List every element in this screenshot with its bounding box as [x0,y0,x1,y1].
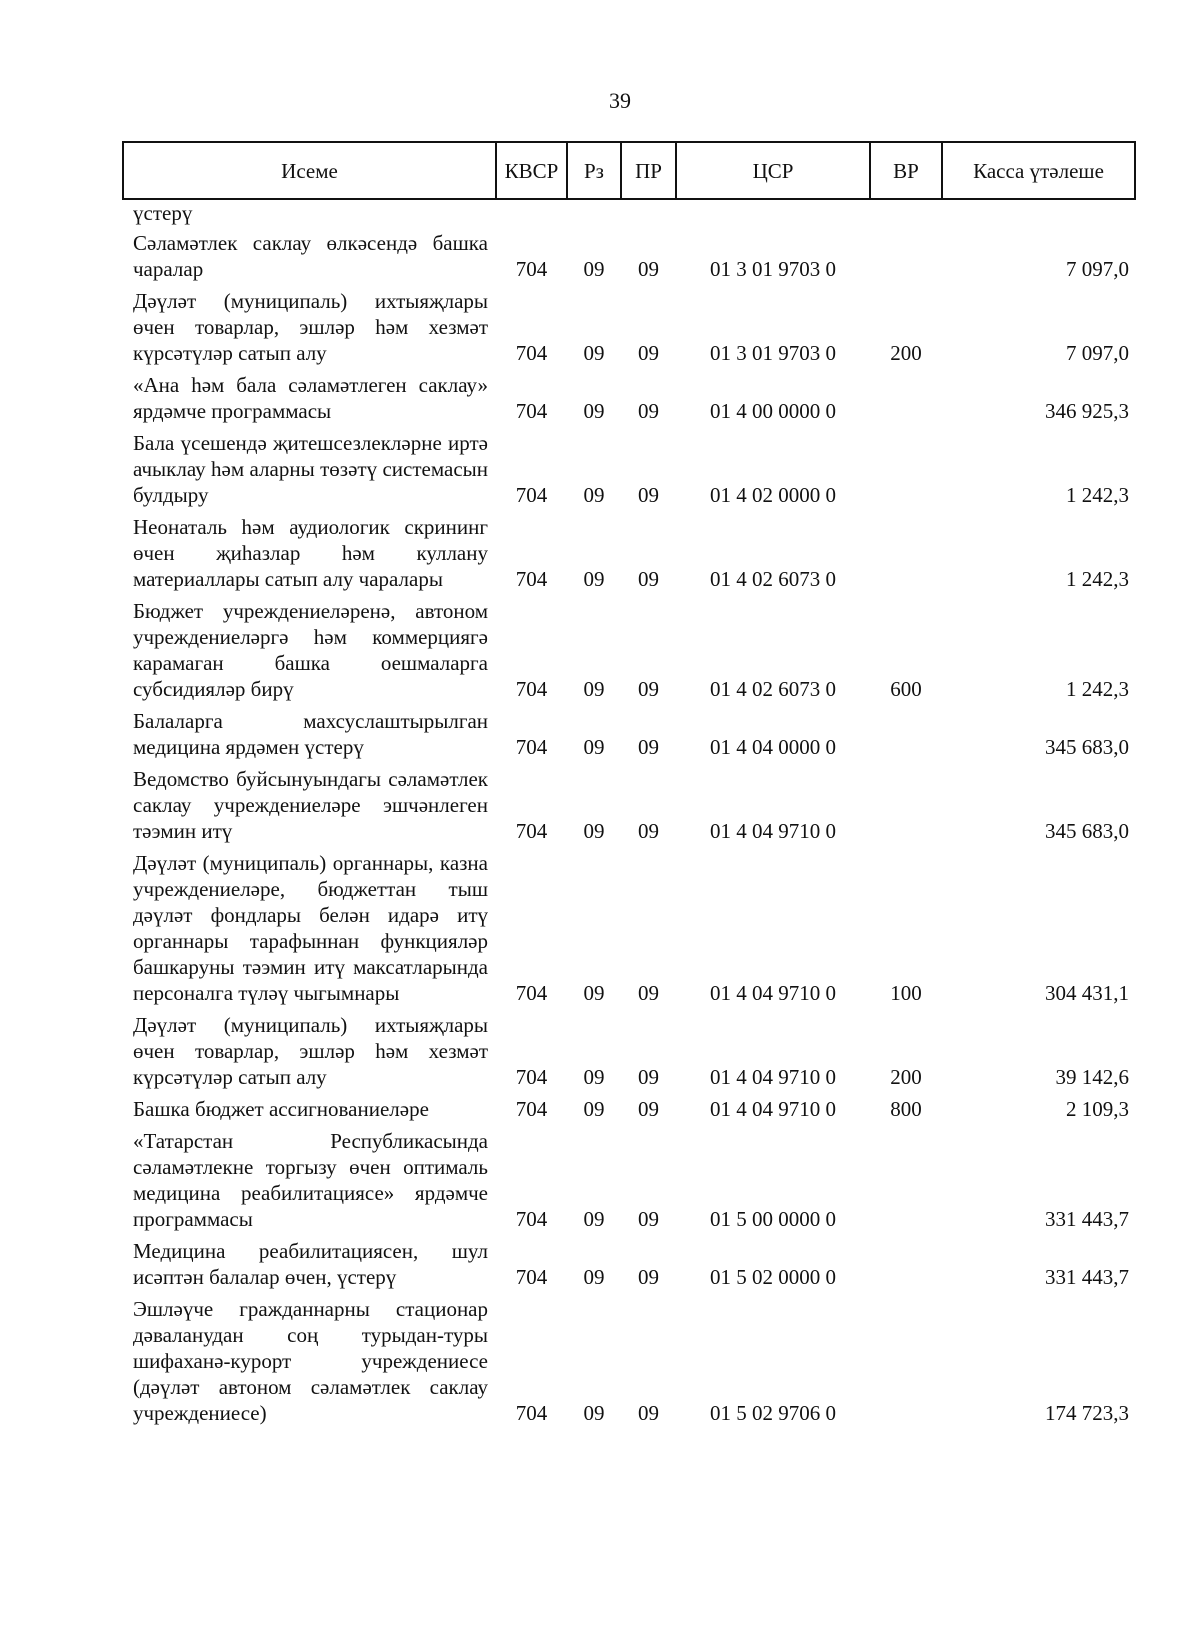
row-sum: 345 683,0 [1045,819,1129,843]
row-vr: 200 [890,341,922,365]
row-rz: 09 [583,1065,605,1089]
row-pr: 09 [638,1207,659,1231]
row-pr: 09 [638,677,659,701]
row-csr: 01 4 00 0000 0 [710,399,836,423]
row-kvsr: 704 [515,399,548,423]
row-sum: 174 723,3 [1045,1401,1129,1425]
header-pr: ПР [621,142,676,199]
row-csr: 01 5 02 0000 0 [710,1265,836,1289]
row-pr: 09 [638,483,659,507]
row-name: Неонаталь һәм аудиологик скрининг өчен җиһазлар һәм куллану материаллары сатып алу чаралары [133,515,488,591]
row-vr: 800 [890,1097,922,1121]
row-name: Башка бюджет ассигнованиеләре [133,1097,429,1121]
row-rz: 09 [583,981,605,1005]
row-kvsr: 704 [515,1207,548,1231]
row-name: «Ана һәм бала сәламәтлеген саклау» ярдәмче программасы [133,373,488,423]
row-rz: 09 [583,735,605,759]
row-kvsr: 704 [515,341,548,365]
row-vr [870,706,942,764]
row-kvsr: 704 [515,735,548,759]
row-csr: 01 4 02 0000 0 [710,483,836,507]
row-name: Медицина реабилитациясен, шул исәптән балалар өчен, үстерү [133,1239,488,1289]
header-name: Исеме [123,142,496,199]
row-csr: 01 4 04 0000 0 [710,735,836,759]
table-row [123,370,1135,428]
row-rz: 09 [583,257,605,281]
row-name: Сәламәтлек саклау өлкәсендә башка чаралар [133,231,488,281]
row-pr: 09 [638,1097,659,1121]
row-sum: 331 443,7 [1045,1207,1129,1231]
row-rz: 09 [583,567,605,591]
row-sum: 304 431,1 [1045,981,1129,1005]
row-rz: 09 [583,819,605,843]
row-vr: 200 [890,1065,922,1089]
table-header [123,142,1135,199]
header-sum: Касса үтәлеше [942,142,1135,199]
row-kvsr: 704 [515,483,548,507]
row-csr: 01 4 04 9710 0 [710,1065,836,1089]
table-row [123,1236,1135,1294]
row-rz: 09 [583,1097,605,1121]
row-vr [870,228,942,286]
row-sum: 345 683,0 [1045,735,1129,759]
row-kvsr: 704 [515,1265,548,1289]
table-row [123,512,1135,596]
row-vr: 600 [890,677,922,701]
continuation-row [123,199,1135,228]
row-rz: 09 [583,1401,605,1425]
row-pr: 09 [638,1265,659,1289]
table-row [123,706,1135,764]
row-sum: 1 242,3 [1066,677,1129,701]
row-csr: 01 4 04 9710 0 [710,819,836,843]
table-row [123,596,1135,706]
header-vr: ВР [870,142,942,199]
row-csr: 01 4 04 9710 0 [710,981,836,1005]
row-rz: 09 [583,399,605,423]
row-name: Дәүләт (муниципаль) ихтыяҗлары өчен товарлар, эшләр һәм хезмәт күрсәтүләр сатып алу [133,1013,488,1089]
row-pr: 09 [638,567,659,591]
row-vr [870,370,942,428]
row-kvsr: 704 [515,567,548,591]
row-csr: 01 4 04 9710 0 [710,1097,836,1121]
row-sum: 39 142,6 [1055,1065,1129,1089]
table-row [123,286,1135,370]
table-body [123,199,1135,1430]
row-csr: 01 4 02 6073 0 [710,677,836,701]
page-number: 39 [609,88,631,113]
header-csr: ЦСР [676,142,870,199]
row-csr: 01 5 00 0000 0 [710,1207,836,1231]
row-name: Эшләүче гражданнарны стационар дәваланудан соң турыдан-туры шифаханә-курорт учреждениесе (дәүләт автоном сәламәтлек саклау учреждениесе) [133,1297,488,1425]
row-csr: 01 3 01 9703 0 [710,257,836,281]
row-kvsr: 704 [515,819,548,843]
budget-table [122,141,1136,1430]
row-sum: 331 443,7 [1045,1265,1129,1289]
table-row [123,1294,1135,1430]
row-sum: 346 925,3 [1045,399,1129,423]
row-name: Дәүләт (муниципаль) органнары, казна учреждениеләре, бюджеттан тыш дәүләт фондлары белән идарә итү органнары тарафыннан функцияләр башкаруны тәэмин итү максатларында персоналга түләү чыгымнары [133,851,488,1005]
row-sum: 7 097,0 [1066,257,1129,281]
table-row [123,1010,1135,1094]
row-kvsr: 704 [515,1065,548,1089]
row-sum: 1 242,3 [1066,483,1129,507]
table-row [123,228,1135,286]
row-kvsr: 704 [515,677,548,701]
table-row [123,428,1135,512]
row-name: Ведомство буйсынуындагы сәламәтлек саклау учреждениеләре эшчәнлеген тәэмин итү [133,767,488,843]
table-row [123,1094,1135,1126]
table-row [123,764,1135,848]
row-name: Бюджет учреждениеләренә, автоном учреждениеләргә һәм коммерциягә карамаган башка оешмаларга субсидияләр бирү [133,599,488,701]
row-vr [870,1236,942,1294]
row-kvsr: 704 [515,1401,548,1425]
row-vr [870,1294,942,1430]
row-pr: 09 [638,981,659,1005]
table-row [123,1126,1135,1236]
row-pr: 09 [638,257,659,281]
row-name: Балаларга махсуслаштырылган медицина ярдәмен үстерү [133,709,488,759]
row-pr: 09 [638,341,659,365]
row-name: Бала үсешендә җитешсезлекләрне иртә ачыклау һәм аларны төзәтү системасын булдыру [133,431,488,507]
row-pr: 09 [638,1065,659,1089]
row-vr: 100 [890,981,922,1005]
row-vr [870,1126,942,1236]
row-rz: 09 [583,341,605,365]
header-kvsr: КВСР [496,142,567,199]
row-vr [870,764,942,848]
row-vr [870,428,942,512]
table-row [123,848,1135,1010]
row-csr: 01 5 02 9706 0 [710,1401,836,1425]
row-kvsr: 704 [515,257,548,281]
row-rz: 09 [583,483,605,507]
row-name: Дәүләт (муниципаль) ихтыяҗлары өчен товарлар, эшләр һәм хезмәт күрсәтүләр сатып алу [133,289,488,365]
header-rz: Рз [567,142,621,199]
row-name: «Татарстан Республикасында сәламәтлекне торгызу өчен оптималь медицина реабилитациясе» ярдәмче программасы [133,1129,488,1231]
row-pr: 09 [638,1401,659,1425]
row-csr: 01 3 01 9703 0 [710,341,836,365]
row-rz: 09 [583,1207,605,1231]
row-vr [870,512,942,596]
row-rz: 09 [583,677,605,701]
row-pr: 09 [638,819,659,843]
row-rz: 09 [583,1265,605,1289]
row-csr: 01 4 02 6073 0 [710,567,836,591]
row-sum: 1 242,3 [1066,567,1129,591]
row-kvsr: 704 [515,1097,548,1121]
row-sum: 7 097,0 [1066,341,1129,365]
row-pr: 09 [638,399,659,423]
row-kvsr: 704 [515,981,548,1005]
continuation-text: үстерү [133,201,193,225]
row-pr: 09 [638,735,659,759]
row-sum: 2 109,3 [1066,1097,1129,1121]
